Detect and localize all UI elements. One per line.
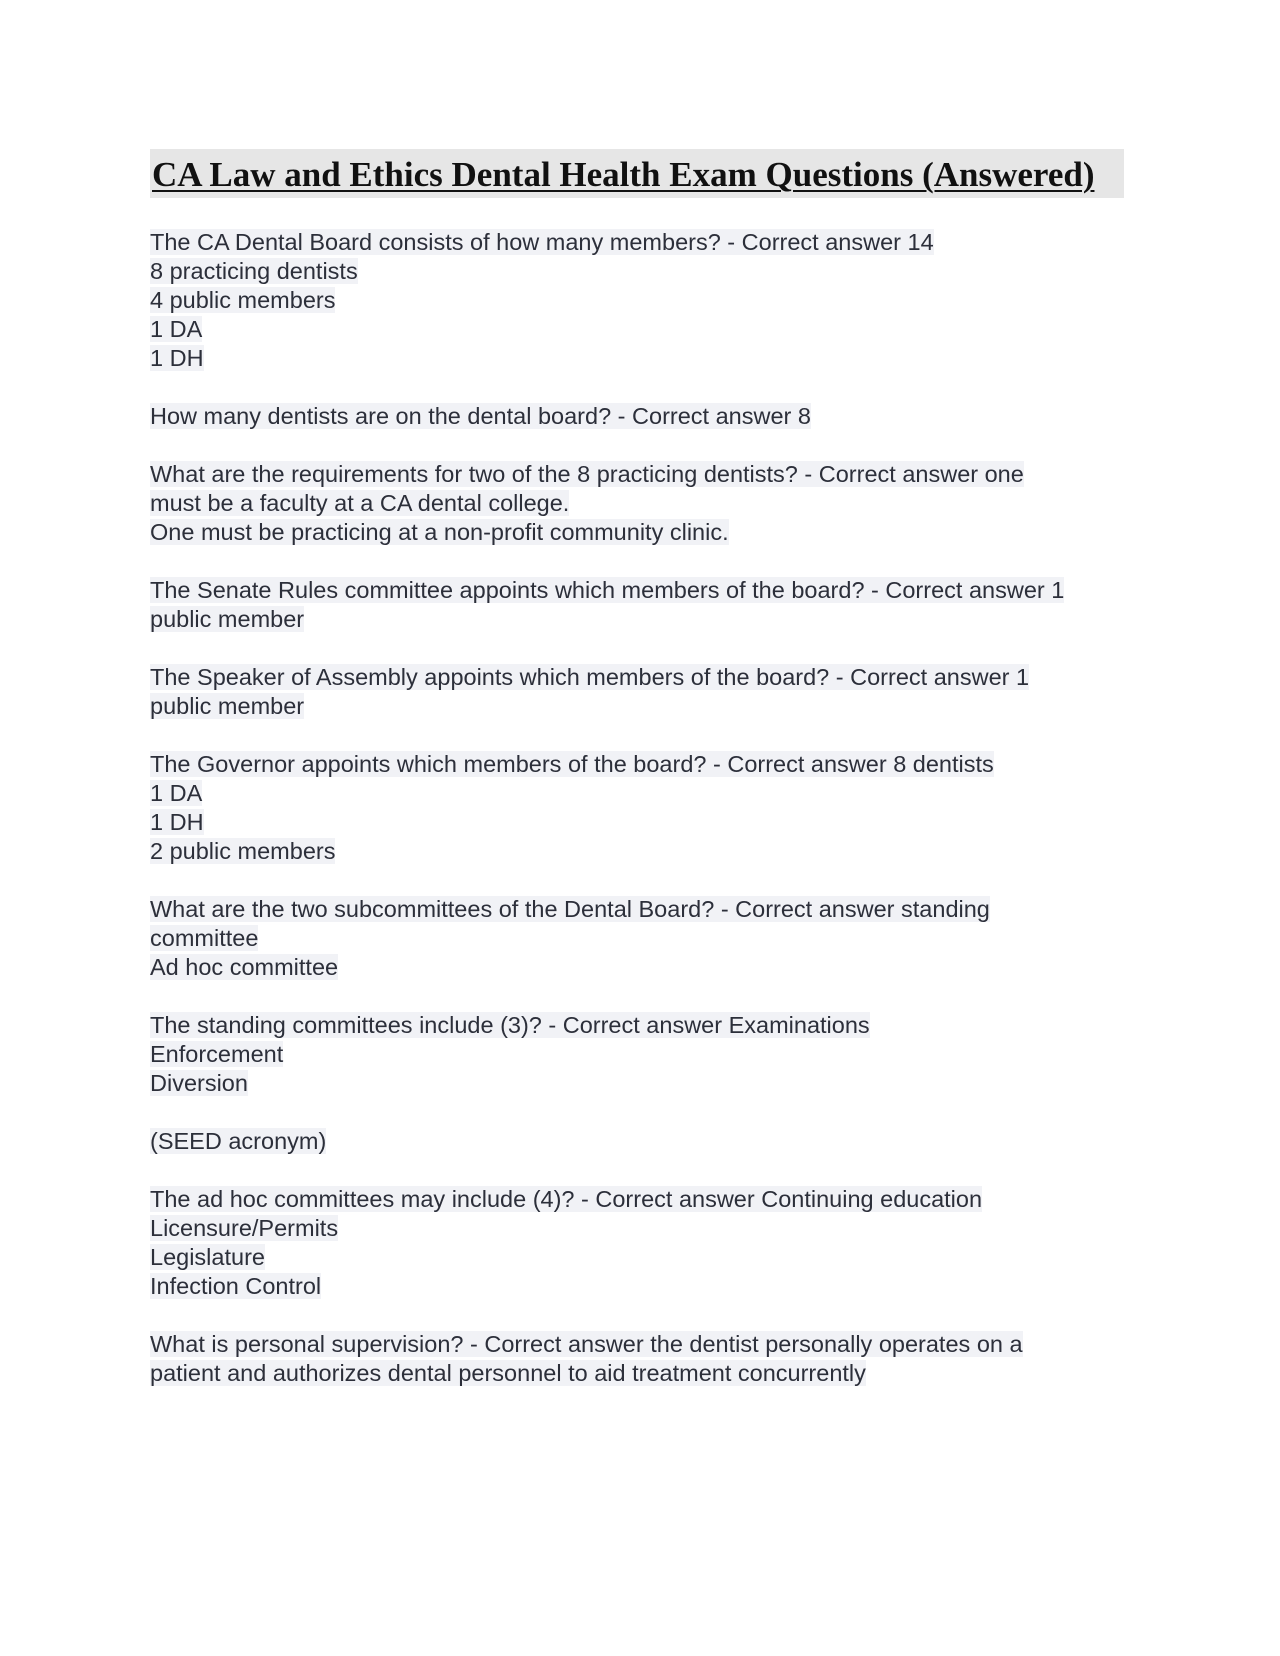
qa-entry-senate-rules: [150, 576, 1124, 634]
document-page: [150, 149, 1124, 1417]
qa-line: The Speaker of Assembly appoints which members of the board? - Correct answer 1: [150, 664, 1030, 690]
qa-line: committee: [150, 925, 259, 951]
qa-line: 8 practicing dentists: [150, 258, 358, 284]
qa-line: The ad hoc committees may include (4)? - Correct answer Continuing education: [150, 1186, 983, 1212]
qa-line: The Senate Rules committee appoints which members of the board? - Correct answer 1: [150, 577, 1065, 603]
qa-entry-subcommittees: [150, 895, 1124, 982]
qa-line: Enforcement: [150, 1041, 284, 1067]
qa-line: Infection Control: [150, 1273, 322, 1299]
qa-line: One must be practicing at a non-profit community clinic.: [150, 519, 729, 545]
qa-line: public member: [150, 693, 305, 719]
qa-line: 4 public members: [150, 287, 336, 313]
qa-line: 2 public members: [150, 838, 336, 864]
qa-line: The Governor appoints which members of the board? - Correct answer 8 dentists: [150, 751, 994, 777]
qa-line: What are the requirements for two of the 8 practicing dentists? - Correct answer one: [150, 461, 1024, 487]
qa-line: Legislature: [150, 1244, 265, 1270]
qa-line: 1 DH: [150, 809, 204, 835]
qa-line: How many dentists are on the dental board? - Correct answer 8: [150, 403, 811, 429]
qa-line: public member: [150, 606, 305, 632]
qa-entry-dentists-count: [150, 402, 1124, 431]
qa-entry-personal-supervision: [150, 1330, 1124, 1388]
qa-line: The CA Dental Board consists of how many members? - Correct answer 14: [150, 229, 934, 255]
qa-entry-standing-committees: [150, 1011, 1124, 1098]
qa-entry-seed-acronym: [150, 1127, 1124, 1156]
qa-line: Ad hoc committee: [150, 954, 339, 980]
qa-entry-board-members: [150, 228, 1124, 373]
title-block: [150, 149, 1124, 198]
qa-entry-speaker-assembly: [150, 663, 1124, 721]
qa-line: What is personal supervision? - Correct answer the dentist personally operates on a: [150, 1331, 1023, 1357]
qa-line: must be a faculty at a CA dental college.: [150, 490, 570, 516]
qa-line: What are the two subcommittees of the Dental Board? - Correct answer standing: [150, 896, 990, 922]
qa-entry-dentist-requirements: [150, 460, 1124, 547]
qa-entry-ad-hoc-committees: [150, 1185, 1124, 1301]
qa-line: (SEED acronym): [150, 1128, 327, 1154]
qa-line: 1 DH: [150, 345, 204, 371]
qa-line: Licensure/Permits: [150, 1215, 339, 1241]
qa-line: 1 DA: [150, 780, 203, 806]
qa-line: Diversion: [150, 1070, 248, 1096]
qa-entry-governor: [150, 750, 1124, 866]
qa-line: The standing committees include (3)? - Correct answer Examinations: [150, 1012, 870, 1038]
document-title: CA Law and Ethics Dental Health Exam Questions (Answered): [152, 155, 1095, 194]
qa-line: patient and authorizes dental personnel to aid treatment concurrently: [150, 1360, 866, 1386]
qa-line: 1 DA: [150, 316, 203, 342]
